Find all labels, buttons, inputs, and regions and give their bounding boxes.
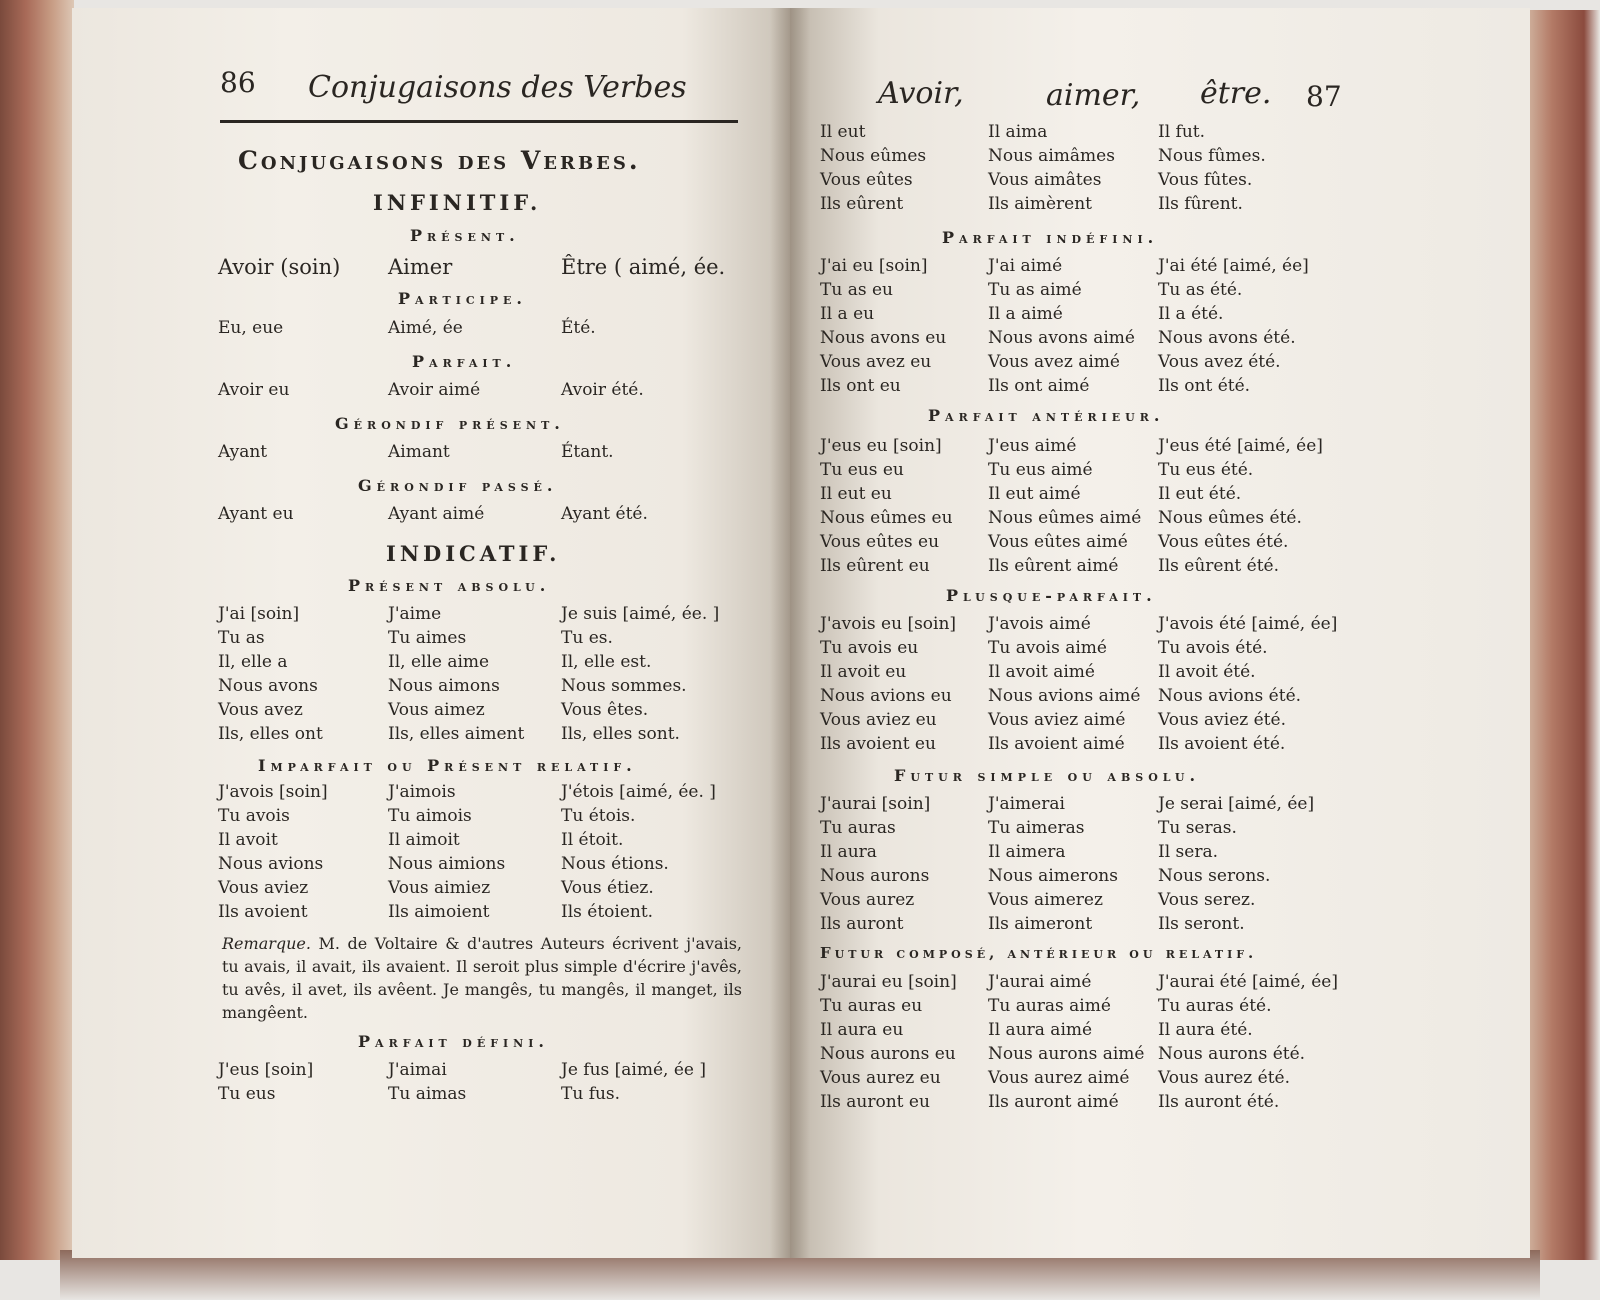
cell: Vous eûtes (820, 170, 913, 190)
cell: Nous sommes. (561, 676, 687, 696)
cell: J'avois aimé (988, 614, 1091, 634)
cell: Il eut été. (1158, 484, 1242, 504)
heading-futur-simple: Futur simple ou absolu. (894, 766, 1201, 785)
cell: Vous aurez eu (820, 1068, 941, 1088)
cell: Tu as aimé (988, 280, 1082, 300)
cell: Ils ont eu (820, 376, 901, 396)
cell: Ils aimèrent (988, 194, 1093, 214)
cell: Il eut aimé (988, 484, 1081, 504)
cell: Être ( aimé, ée. (561, 255, 726, 279)
cell: Il a eu (820, 304, 875, 324)
cell: Nous avons (218, 676, 318, 696)
cell: Tu as été. (1158, 280, 1243, 300)
heading-imparfait: Imparfait ou Présent relatif. (258, 756, 637, 775)
conjugation-row (218, 1060, 778, 1084)
cell: Ils étoient. (561, 902, 654, 922)
cell: Ils eûrent aimé (988, 556, 1119, 576)
cell: Avoir été. (561, 380, 644, 400)
cell: Vous aviez eu (820, 710, 937, 730)
conjugation-row (218, 652, 778, 676)
cell: Il aimera (988, 842, 1066, 862)
conjugation-row (820, 890, 1360, 914)
cell: Il aura (820, 842, 877, 862)
conjugation-row (820, 614, 1360, 638)
cell: Ils ont été. (1158, 376, 1251, 396)
cell: Nous aimerons (988, 866, 1118, 886)
heading-present-absolu: Présent absolu. (348, 576, 551, 595)
cell: Nous avions (218, 854, 324, 874)
conjugation-row (820, 352, 1360, 376)
cell: J'aurai eu [soin] (820, 972, 957, 992)
cell: Eu, eue (218, 318, 284, 338)
conjugation-row (218, 902, 778, 926)
cell: Il sera. (1158, 842, 1219, 862)
cell: Aimant (388, 442, 450, 462)
cell: Ils fûrent. (1158, 194, 1243, 214)
cell: J'eus [soin] (218, 1060, 314, 1080)
cell: Tu as (218, 628, 265, 648)
cell: Ayant aimé (388, 504, 485, 524)
cell: Nous eûmes aimé (988, 508, 1142, 528)
cell: Ils, elles sont. (561, 724, 680, 744)
heading-parfait-anterieur: Parfait antérieur. (928, 406, 1165, 425)
cell: Il eut eu (820, 484, 892, 504)
cell: Avoir eu (218, 380, 290, 400)
participe-row (218, 318, 778, 342)
cell: Nous eûmes (820, 146, 927, 166)
cell: J'aurai aimé (988, 972, 1092, 992)
cell: Tu eus eu (820, 460, 904, 480)
cell: Tu aimes (388, 628, 467, 648)
cell: Nous fûmes. (1158, 146, 1266, 166)
cell: Ils auront aimé (988, 1092, 1119, 1112)
cell: Vous eûtes été. (1158, 532, 1289, 552)
cell: Vous êtes. (561, 700, 649, 720)
conjugation-row (820, 996, 1360, 1020)
cell: Il aimoit (388, 830, 460, 850)
cell: Il, elle a (218, 652, 288, 672)
cell: Nous aurons eu (820, 1044, 956, 1064)
cell: Ils avoient (218, 902, 308, 922)
cell: Vous serez. (1158, 890, 1256, 910)
cell: Il eut (820, 122, 866, 142)
cell: Tu eus été. (1158, 460, 1254, 480)
cell: Vous aurez aimé (988, 1068, 1130, 1088)
remarque-paragraph (222, 932, 742, 1024)
heading-indicatif: INDICATIF. (386, 541, 561, 566)
conjugation-row (820, 734, 1360, 758)
cell: Nous étions. (561, 854, 669, 874)
conjugation-row (820, 842, 1360, 866)
cell: Ils aimoient (388, 902, 490, 922)
cell: Vous fûtes. (1158, 170, 1253, 190)
cell: Nous avons aimé (988, 328, 1135, 348)
cell: J'aimois (388, 782, 456, 802)
remarque-text: M. de Voltaire & d'autres Auteurs écrivent j'avais, tu avais, il avait, ils avaient. Il seroit plus simple d'écrire j'avês, tu avês, il avet, ils avêent. Je mangês, tu mangês, il manget, ils mangêent. (222, 934, 742, 1022)
cell: J'ai aimé (988, 256, 1063, 276)
conjugation-row (820, 122, 1360, 146)
cell: Il avoit (218, 830, 278, 850)
cell: J'ai été [aimé, ée] (1158, 256, 1309, 276)
cell: Ils auront (820, 914, 904, 934)
cell: J'ai [soin] (218, 604, 300, 624)
cell: Il aura eu (820, 1020, 904, 1040)
gerondif-present-row (218, 442, 778, 466)
cell: Été. (561, 318, 596, 338)
conjugation-row (820, 1068, 1360, 1092)
cell: Vous aimâtes (988, 170, 1102, 190)
cell: Tu aimois (388, 806, 472, 826)
cell: Nous aimâmes (988, 146, 1115, 166)
cell: Ils avoient aimé (988, 734, 1125, 754)
cell: Nous aurons aimé (988, 1044, 1145, 1064)
section-title: Conjugaisons des Verbes. (238, 146, 641, 175)
cell: Tu auras (820, 818, 896, 838)
cell: Tu eus aimé (988, 460, 1093, 480)
conjugation-row (820, 556, 1360, 580)
conjugation-row (820, 376, 1360, 400)
conjugation-row (820, 436, 1360, 460)
cell: Nous avons eu (820, 328, 947, 348)
cell: Il a été. (1158, 304, 1224, 324)
conjugation-row (820, 256, 1360, 280)
cell: Tu aimas (388, 1084, 467, 1104)
cell: Il aura été. (1158, 1020, 1253, 1040)
cell: Tu auras été. (1158, 996, 1272, 1016)
cell: Ils avoient eu (820, 734, 936, 754)
cell: Nous avions eu (820, 686, 952, 706)
conjugation-row (820, 794, 1360, 818)
conjugation-row (820, 328, 1360, 352)
cell: Ils eûrent eu (820, 556, 930, 576)
cell: Vous aviez (218, 878, 309, 898)
cell: J'avois [soin] (218, 782, 328, 802)
infinitive-present-row (218, 255, 778, 279)
cell: Tu avois eu (820, 638, 919, 658)
conjugation-row (820, 304, 1360, 328)
conjugation-row (218, 806, 778, 830)
cell: Il aima (988, 122, 1048, 142)
conjugation-row (218, 628, 778, 652)
conjugation-row (820, 638, 1360, 662)
cell: Il, elle aime (388, 652, 490, 672)
left-page-number: 86 (220, 66, 256, 99)
cell: Nous aimons (388, 676, 500, 696)
heading-plusque-parfait: Plusque-parfait. (946, 586, 1157, 605)
heading-futur-compose: Futur composé, antérieur ou relatif. (820, 944, 1258, 962)
cell: Je fus [aimé, ée ] (561, 1060, 706, 1080)
cell: Vous aimerez (988, 890, 1103, 910)
cell: Vous aimiez (388, 878, 491, 898)
cell: Tu fus. (561, 1084, 621, 1104)
cell: Tu avois été. (1158, 638, 1268, 658)
cell: Étant. (561, 442, 614, 462)
conjugation-row (218, 676, 778, 700)
cell: Il aura aimé (988, 1020, 1093, 1040)
cell: Nous aimions (388, 854, 506, 874)
cell: Nous avions été. (1158, 686, 1302, 706)
cell: Vous eûtes eu (820, 532, 940, 552)
cell: Ils ont aimé (988, 376, 1090, 396)
left-running-header: Conjugaisons des Verbes (308, 70, 687, 105)
heading-gerondif-passe: Gérondif passé. (358, 476, 558, 495)
cell: Tu étois. (561, 806, 636, 826)
cell: Il avoit été. (1158, 662, 1256, 682)
cell: Il avoit aimé (988, 662, 1095, 682)
cell: Tu auras aimé (988, 996, 1111, 1016)
cell: Vous avez eu (820, 352, 932, 372)
cell: Ils, elles ont (218, 724, 323, 744)
cell: Il avoit eu (820, 662, 907, 682)
cell: Ils, elles aiment (388, 724, 525, 744)
cell: Avoir aimé (388, 380, 481, 400)
cell: J'aurai été [aimé, ée] (1158, 972, 1338, 992)
cell: Ils eûrent (820, 194, 904, 214)
conjugation-row (820, 866, 1360, 890)
cell: Je suis [aimé, ée. ] (561, 604, 720, 624)
conjugation-row (218, 1084, 778, 1108)
book-edge-left (0, 0, 74, 1260)
conjugation-row (820, 460, 1360, 484)
conjugation-row (218, 604, 778, 628)
cell: Aimer (388, 255, 453, 279)
cell: Tu avois aimé (988, 638, 1107, 658)
cell: Vous aurez (820, 890, 915, 910)
cell: Vous avez (218, 700, 303, 720)
conjugation-row (218, 830, 778, 854)
conjugation-row (218, 700, 778, 724)
cell: Nous avions aimé (988, 686, 1141, 706)
conjugation-row (820, 914, 1360, 938)
cell: J'eus eu [soin] (820, 436, 942, 456)
conjugation-row (218, 724, 778, 748)
cell: Il a aimé (988, 304, 1063, 324)
cell: Vous avez été. (1158, 352, 1281, 372)
conjugation-row (820, 1044, 1360, 1068)
cell: Ayant eu (218, 504, 294, 524)
right-header-aimer: aimer, (1046, 78, 1141, 113)
cell: Tu seras. (1158, 818, 1237, 838)
heading-parfait: Parfait. (412, 352, 517, 371)
cell: J'aimai (388, 1060, 447, 1080)
conjugation-row (820, 686, 1360, 710)
cell: J'aurai [soin] (820, 794, 931, 814)
heading-participe: Participe. (398, 289, 527, 308)
cell: J'eus aimé (988, 436, 1077, 456)
cell: Vous eûtes aimé (988, 532, 1128, 552)
header-rule (220, 120, 738, 123)
cell: Vous aurez été. (1158, 1068, 1291, 1088)
cell: J'aimerai (988, 794, 1065, 814)
cell: Nous avons été. (1158, 328, 1296, 348)
cell: J'avois eu [soin] (820, 614, 957, 634)
cell: Nous aurons été. (1158, 1044, 1306, 1064)
conjugation-row (820, 280, 1360, 304)
heading-parfait-defini: Parfait défini. (358, 1032, 549, 1051)
conjugation-row (820, 194, 1360, 218)
cell: Vous étiez. (561, 878, 654, 898)
cell: Vous aviez aimé (988, 710, 1126, 730)
cell: Avoir (soin) (218, 255, 341, 279)
gerondif-passe-row (218, 504, 778, 528)
cell: Ayant (218, 442, 268, 462)
conjugation-row (820, 818, 1360, 842)
heading-gerondif-present: Gérondif présent. (335, 414, 565, 433)
cell: Tu auras eu (820, 996, 923, 1016)
cell: Ayant été. (561, 504, 648, 524)
heading-infinitif: INFINITIF. (373, 190, 542, 215)
cell: J'aime (388, 604, 442, 624)
conjugation-row (820, 170, 1360, 194)
cell: Vous aimez (388, 700, 485, 720)
conjugation-row (820, 484, 1360, 508)
cell: Tu eus (218, 1084, 276, 1104)
conjugation-row (820, 508, 1360, 532)
cell: Tu as eu (820, 280, 893, 300)
conjugation-row (820, 1092, 1360, 1116)
book-gutter (770, 8, 810, 1258)
cell: Ils avoient été. (1158, 734, 1286, 754)
cell: Ils aimeront (988, 914, 1093, 934)
conjugation-row (820, 710, 1360, 734)
cell: Vous aviez été. (1158, 710, 1286, 730)
conjugation-row (820, 972, 1360, 996)
right-header-avoir: Avoir, (878, 76, 964, 111)
cell: Tu es. (561, 628, 613, 648)
cell: Tu avois (218, 806, 290, 826)
remarque-label: Remarque. (222, 934, 311, 953)
conjugation-row (218, 782, 778, 806)
right-page-number: 87 (1306, 80, 1342, 113)
heading-parfait-indefini: Parfait indéfini. (942, 228, 1159, 247)
cell: Il étoit. (561, 830, 624, 850)
conjugation-row (218, 854, 778, 878)
conjugation-row (218, 878, 778, 902)
conjugation-row (820, 1020, 1360, 1044)
cell: J'eus été [aimé, ée] (1158, 436, 1323, 456)
cell: Ils auront eu (820, 1092, 930, 1112)
parfait-row (218, 380, 778, 404)
cell: Vous avez aimé (988, 352, 1120, 372)
right-header-etre: être. (1200, 76, 1272, 111)
cell: J'ai eu [soin] (820, 256, 928, 276)
cell: Je serai [aimé, ée] (1158, 794, 1315, 814)
cell: Il, elle est. (561, 652, 652, 672)
cell: J'étois [aimé, ée. ] (561, 782, 716, 802)
cell: Nous aurons (820, 866, 930, 886)
conjugation-row (820, 662, 1360, 686)
cell: Ils auront été. (1158, 1092, 1280, 1112)
cell: Aimé, ée (388, 318, 463, 338)
cell: Tu aimeras (988, 818, 1085, 838)
cell: Il fut. (1158, 122, 1206, 142)
cell: Nous eûmes été. (1158, 508, 1302, 528)
cell: Nous serons. (1158, 866, 1271, 886)
book-edge-right (1520, 10, 1600, 1260)
conjugation-row (820, 146, 1360, 170)
cell: Ils seront. (1158, 914, 1245, 934)
cell: Nous eûmes eu (820, 508, 953, 528)
heading-present: Présent. (410, 226, 520, 245)
cell: J'avois été [aimé, ée] (1158, 614, 1338, 634)
cell: Ils eûrent été. (1158, 556, 1280, 576)
conjugation-row (820, 532, 1360, 556)
